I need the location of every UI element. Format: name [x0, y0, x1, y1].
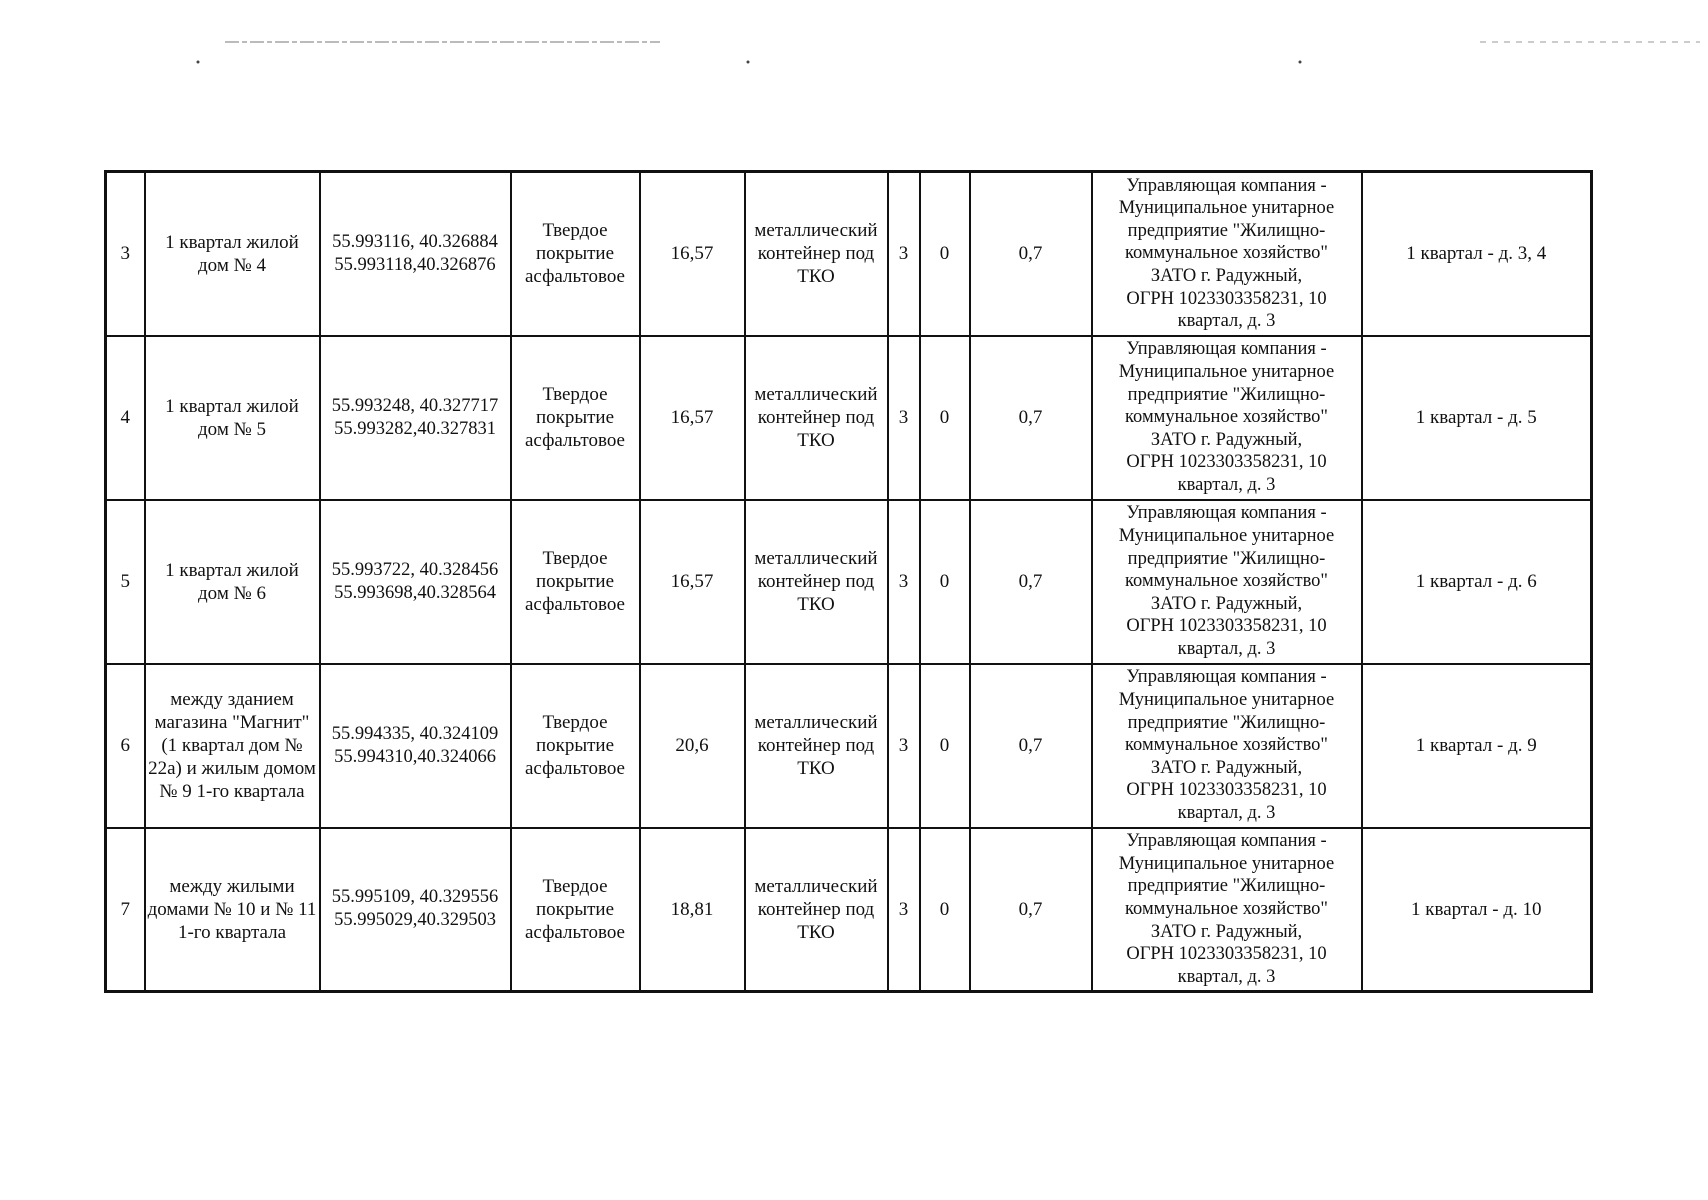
site-location: между жилыми домами № 10 и № 11 1-го квартала	[145, 828, 320, 992]
owner-line: Управляющая компания -	[1126, 667, 1327, 688]
coordinate-pair: 55.993722, 40.328456	[331, 559, 499, 580]
owner-line: квартал, д. 3	[1177, 638, 1276, 659]
owner-organization	[1092, 336, 1362, 500]
container-type: металлический контейнер под ТКО	[745, 664, 888, 828]
surface-type: Твердое покрытие асфальтовое	[511, 172, 640, 336]
owner-line: Управляющая компания -	[1126, 503, 1327, 524]
owner-line: Муниципальное унитарное	[1118, 853, 1335, 874]
owner-line: предприятие "Жилищно-	[1127, 548, 1326, 569]
zero-value: 0	[920, 828, 970, 992]
row-number: 3	[106, 172, 145, 336]
owner-line: ЗАТО г. Радужный,	[1150, 593, 1303, 614]
container-volume: 0,7	[970, 828, 1092, 992]
coordinates-cell	[320, 664, 511, 828]
zero-value: 0	[920, 172, 970, 336]
site-location: 1 квартал жилой дом № 6	[145, 500, 320, 664]
zero-value: 0	[920, 500, 970, 664]
owner-line: Муниципальное унитарное	[1118, 362, 1335, 383]
waste-source: 1 квартал - д. 10	[1362, 828, 1592, 992]
zero-value: 0	[920, 336, 970, 500]
waste-source: 1 квартал - д. 3, 4	[1362, 172, 1592, 336]
site-location: между зданием магазина "Магнит" (1 квартал дом № 22а) и жилым домом № 9 1-го квартала	[145, 664, 320, 828]
owner-line: квартал, д. 3	[1177, 966, 1276, 987]
owner-line: Муниципальное унитарное	[1118, 690, 1335, 711]
owner-line: предприятие "Жилищно-	[1127, 384, 1326, 405]
waste-source: 1 квартал - д. 9	[1362, 664, 1592, 828]
row-number: 5	[106, 500, 145, 664]
owner-line: ЗАТО г. Радужный,	[1150, 266, 1303, 287]
owner-line: Управляющая компания -	[1126, 831, 1327, 852]
table-row	[106, 336, 1592, 500]
owner-line: ОГРН 1023303358231, 10	[1126, 452, 1327, 473]
owner-line: ОГРН 1023303358231, 10	[1126, 780, 1327, 801]
coordinate-pair: 55.994335, 40.324109	[331, 723, 499, 744]
site-area: 20,6	[640, 664, 745, 828]
row-number: 6	[106, 664, 145, 828]
site-area: 16,57	[640, 172, 745, 336]
owner-line: предприятие "Жилищно-	[1127, 220, 1326, 241]
row-number: 4	[106, 336, 145, 500]
waste-source: 1 квартал - д. 6	[1362, 500, 1592, 664]
coordinates-cell	[320, 828, 511, 992]
scan-artifacts	[0, 0, 1708, 80]
site-area: 16,57	[640, 336, 745, 500]
coordinate-pair: 55.993282,40.327831	[334, 418, 496, 439]
owner-line: ЗАТО г. Радужный,	[1150, 921, 1303, 942]
container-count: 3	[888, 500, 920, 664]
owner-line: коммунальное хозяйство"	[1125, 571, 1328, 592]
container-count: 3	[888, 828, 920, 992]
zero-value: 0	[920, 664, 970, 828]
table-row	[106, 500, 1592, 664]
table-row	[106, 828, 1592, 992]
owner-line: Управляющая компания -	[1126, 175, 1327, 196]
table-row	[106, 172, 1592, 336]
owner-line: Муниципальное унитарное	[1118, 198, 1335, 219]
owner-line: коммунальное хозяйство"	[1125, 735, 1328, 756]
site-area: 18,81	[640, 828, 745, 992]
coordinate-pair: 55.993118,40.326876	[334, 254, 496, 275]
surface-type: Твердое покрытие асфальтовое	[511, 664, 640, 828]
coordinate-pair: 55.993116, 40.326884	[332, 231, 498, 252]
coordinates-cell	[320, 336, 511, 500]
coordinate-pair: 55.993248, 40.327717	[331, 395, 499, 416]
coordinates-cell	[320, 500, 511, 664]
owner-line: квартал, д. 3	[1177, 802, 1276, 823]
owner-line: ЗАТО г. Радужный,	[1150, 757, 1303, 778]
surface-type: Твердое покрытие асфальтовое	[511, 828, 640, 992]
owner-line: коммунальное хозяйство"	[1125, 898, 1328, 919]
coordinate-pair: 55.995029,40.329503	[334, 910, 496, 931]
owner-organization	[1092, 828, 1362, 992]
owner-line: коммунальное хозяйство"	[1125, 243, 1328, 264]
coordinate-pair: 55.995109, 40.329556	[331, 887, 499, 908]
container-type: металлический контейнер под ТКО	[745, 828, 888, 992]
coordinate-pair: 55.993698,40.328564	[334, 582, 496, 603]
owner-line: ОГРН 1023303358231, 10	[1126, 944, 1327, 965]
owner-line: ОГРН 1023303358231, 10	[1126, 616, 1327, 637]
owner-line: ОГРН 1023303358231, 10	[1126, 288, 1327, 309]
coordinates-cell	[320, 172, 511, 336]
row-number: 7	[106, 828, 145, 992]
owner-line: Управляющая компания -	[1126, 339, 1327, 360]
waste-sites-table	[104, 170, 1593, 993]
container-volume: 0,7	[970, 500, 1092, 664]
waste-source: 1 квартал - д. 5	[1362, 336, 1592, 500]
container-volume: 0,7	[970, 664, 1092, 828]
site-location: 1 квартал жилой дом № 5	[145, 336, 320, 500]
container-count: 3	[888, 664, 920, 828]
owner-line: квартал, д. 3	[1177, 474, 1276, 495]
owner-organization	[1092, 172, 1362, 336]
owner-organization	[1092, 500, 1362, 664]
table-row	[106, 664, 1592, 828]
coordinate-pair: 55.994310,40.324066	[334, 746, 496, 767]
owner-organization	[1092, 664, 1362, 828]
container-type: металлический контейнер под ТКО	[745, 500, 888, 664]
surface-type: Твердое покрытие асфальтовое	[511, 500, 640, 664]
container-volume: 0,7	[970, 172, 1092, 336]
container-count: 3	[888, 172, 920, 336]
container-type: металлический контейнер под ТКО	[745, 172, 888, 336]
container-type: металлический контейнер под ТКО	[745, 336, 888, 500]
owner-line: коммунальное хозяйство"	[1125, 407, 1328, 428]
container-count: 3	[888, 336, 920, 500]
owner-line: квартал, д. 3	[1177, 311, 1276, 332]
site-area: 16,57	[640, 500, 745, 664]
owner-line: Муниципальное унитарное	[1118, 526, 1335, 547]
site-location: 1 квартал жилой дом № 4	[145, 172, 320, 336]
surface-type: Твердое покрытие асфальтовое	[511, 336, 640, 500]
owner-line: предприятие "Жилищно-	[1127, 712, 1326, 733]
container-volume: 0,7	[970, 336, 1092, 500]
owner-line: предприятие "Жилищно-	[1127, 876, 1326, 897]
owner-line: ЗАТО г. Радужный,	[1150, 429, 1303, 450]
